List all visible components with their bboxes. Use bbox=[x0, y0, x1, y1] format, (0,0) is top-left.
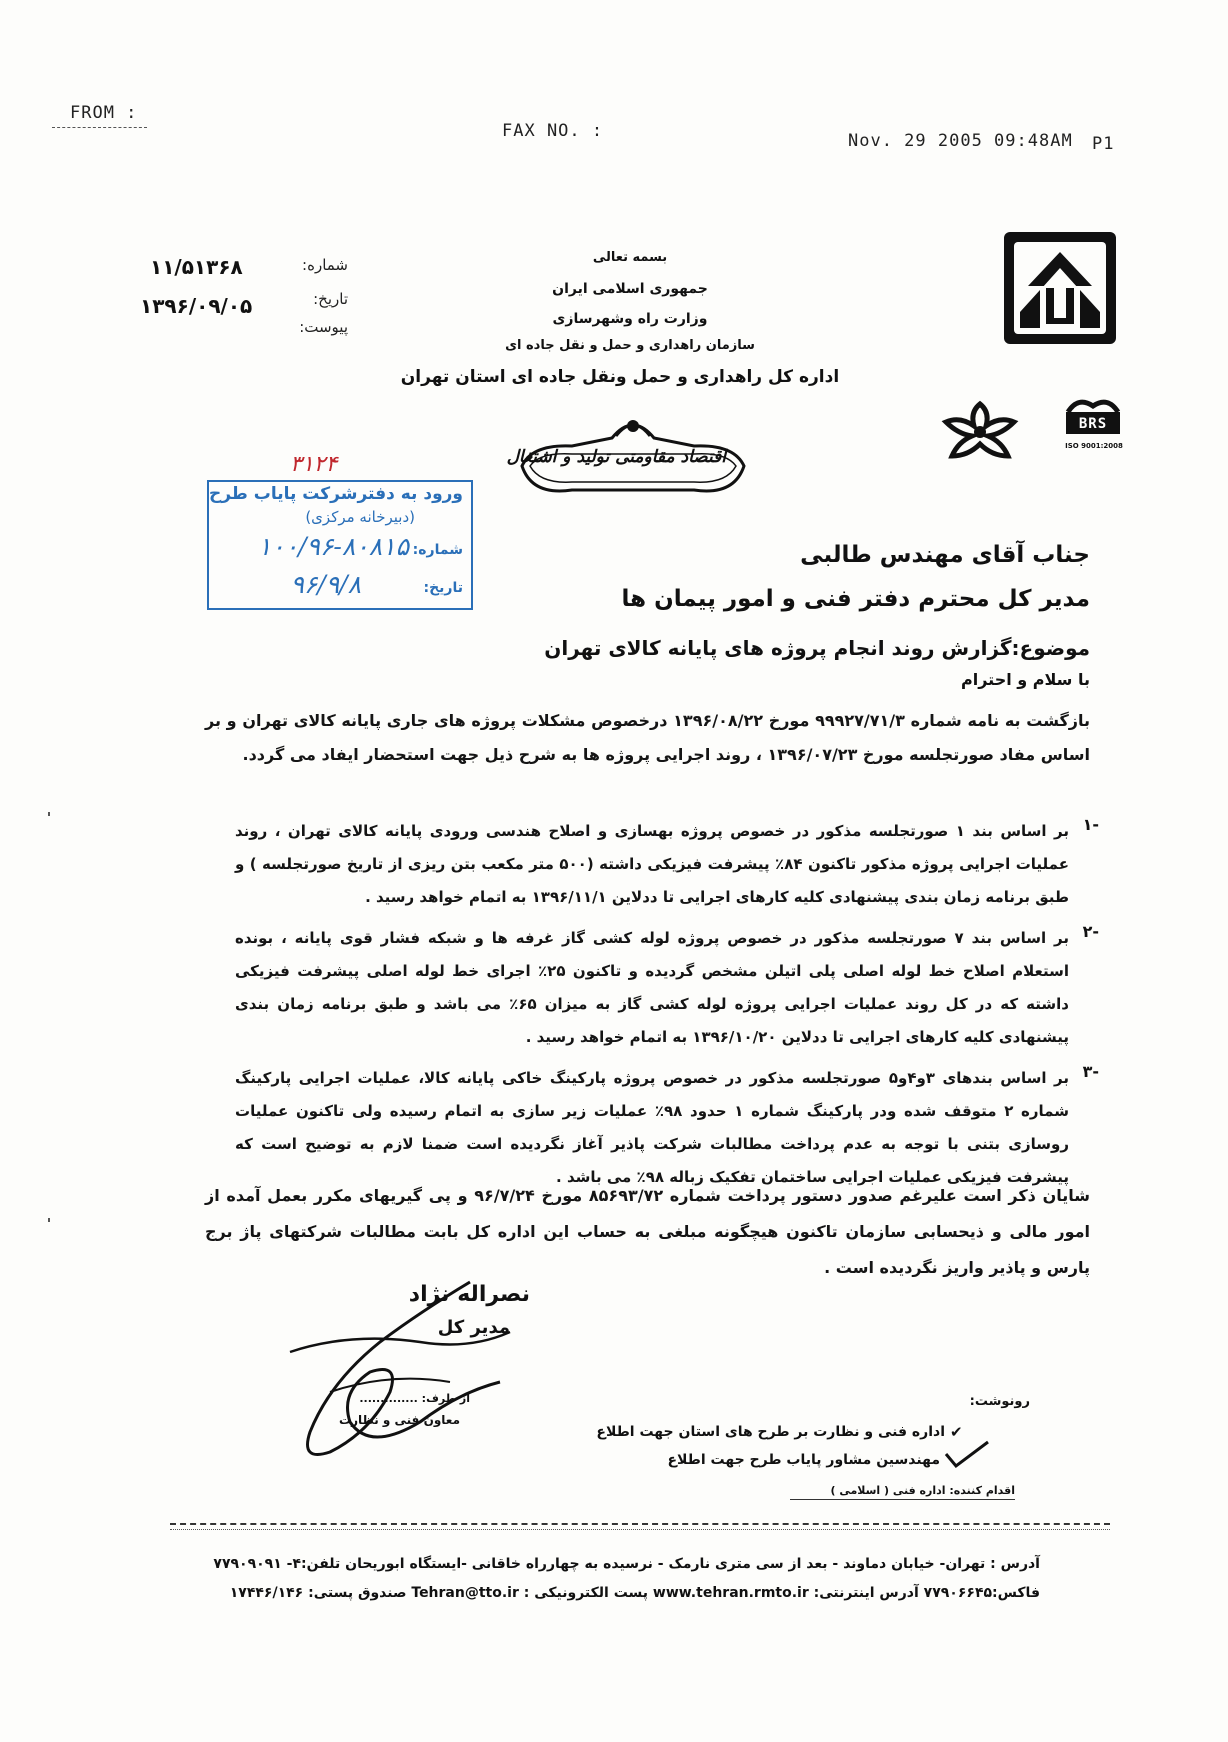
letter-item-3-number: ۳- bbox=[1082, 1062, 1099, 1081]
slogan-text: اقتصاد مقاومتی تولید و اشتغال bbox=[506, 447, 726, 467]
letter-attachment-label: پیوست: bbox=[299, 318, 348, 336]
letter-subject: موضوع:گزارش روند انجام پروژه های پایانه کالای تهران bbox=[544, 636, 1090, 660]
brs-logo-text: BRS bbox=[1078, 416, 1108, 432]
stamp-line2: (دبیرخانه مرکزی) bbox=[305, 508, 415, 526]
received-stamp bbox=[207, 480, 473, 610]
stamp-date-value: ۹۶/۹/۸ bbox=[290, 570, 361, 599]
letter-item-2 bbox=[235, 922, 1097, 1054]
cc-check-2-icon bbox=[936, 1438, 996, 1472]
stamp-handwritten-code: ۳۱۲۴ bbox=[290, 452, 338, 477]
letterhead-ministry: وزارت راه وشهرسازی bbox=[552, 311, 708, 327]
letter-date-value: ۱۳۹۶/۰۹/۰۵ bbox=[140, 294, 253, 318]
letter-greeting: با سلام و احترام bbox=[961, 670, 1090, 689]
cc-label: رونوشت: bbox=[969, 1394, 1030, 1409]
signature-on-behalf: از طرف: .............. bbox=[359, 1392, 470, 1405]
signature-title: مدیر کل bbox=[437, 1317, 510, 1338]
letter-item-3-text: بر اساس بندهای ۳و۴و۵ صورتجلسه مذکور در خصوص پروژه پارکینگ خاکی پایانه کالا، عملیات اجرایی پارکینگ شماره ۲ متوقف شده ودر پارکینگ شماره ۱ حدود ۹۸٪ عملیات زیر سازی به اتمام رسیده ولی تاکنون عملیات روسازی بتنی با توجه به عدم پرداخت مطالبات شرکت پاذیر آغاز نگردیده است ضمنا لازم به توضیح است که پیشرفت فیزیکی عملیات اجرایی ساختمان تفکیک زباله ۹۸٪ می باشد . bbox=[235, 1069, 1069, 1186]
stamp-number-value: ۱۰۰/۹۶-۸۰۸۱۵ bbox=[257, 532, 409, 561]
recipient-name: جناب آقای مهندس طالبی bbox=[800, 542, 1090, 568]
letter-item-1-number: ۱- bbox=[1082, 815, 1099, 834]
letter-item-3 bbox=[235, 1062, 1097, 1194]
iso-caption: ISO 9001:2008 bbox=[1065, 442, 1123, 450]
letter-item-2-text: بر اساس بند ۷ صورتجلسه مذکور در خصوص پروژه لوله کشی گاز غرفه ها و شبکه فشار قوی پایانه ، بونده استعلام اصلاح خط لوله اصلی پلی اتیلن مشخص گردیده و تاکنون ۲۵٪ اجرای خط لوله اصلی پیشرفت فیزیکی داشته که در کل روند عملیات اجرایی پروژه لوله کشی گاز به میزان ۶۵٪ می باشد و طبق برنامه زمان بندی پیشنهادی کلیه کارهای اجرایی تا ددلاین ۱۳۹۶/۱۰/۲۰ به اتمام خواهد رسید . bbox=[235, 929, 1069, 1046]
stamp-date-label: تاریخ: bbox=[423, 580, 463, 596]
scan-speck bbox=[48, 1218, 50, 1222]
signature-name: نصراله نژاد bbox=[408, 1282, 530, 1307]
recipient-title: مدیر کل محترم دفتر فنی و امور پیمان ها bbox=[621, 586, 1090, 612]
scan-speck bbox=[48, 812, 50, 816]
emblem-icon bbox=[938, 396, 1022, 464]
letter-closing: شایان ذکر است علیرغم صدور دستور پرداخت شماره ۸۵۶۹۳/۷۲ مورخ ۹۶/۷/۲۴ و پی گیریهای مکرر بعمل آمده از امور مالی و ذیحسابی سازمان تاکنون هیچگونه مبلغی به حساب این اداره کل بابت مطالبات شرکتهای پاژ برج پارس و پاذیر واریز نگردیده است . bbox=[205, 1186, 1090, 1277]
fax-from: FROM : bbox=[70, 103, 138, 123]
letterhead-organization: سازمان راهداری و حمل و نقل جاده ای bbox=[505, 338, 755, 353]
fax-from-underline bbox=[52, 127, 147, 129]
letter-date-label: تاریخ: bbox=[313, 290, 348, 308]
stamp-number-label: شماره: bbox=[412, 542, 463, 558]
fax-page: P1 bbox=[1092, 134, 1115, 154]
road-organization-logo bbox=[1000, 228, 1120, 348]
letterhead-republic: جمهوری اسلامی ایران bbox=[552, 281, 708, 297]
footer-divider-top bbox=[170, 1523, 1110, 1527]
stamp-line1: ورود به دفترشرکت پایاب طرح bbox=[208, 484, 463, 504]
footer-divider-bottom bbox=[170, 1529, 1110, 1531]
letter-item-1-text: بر اساس بند ۱ صورتجلسه مذکور در خصوص پروژه بهسازی و اصلاح هندسی ورودی پایانه کالای تهران ، روند عملیات اجرایی پروژه مذکور تاکنون ۸۴٪ پیشرفت فیزیکی داشته (۵۰۰ متر مکعب بتن ریزی از تاریخ صورتجلسه ) و طبق برنامه زمان بندی پیشنهادی کلیه کارهای اجرایی تا ددلاین ۱۳۹۶/۱۱/۱ به اتمام خواهد رسید . bbox=[235, 822, 1070, 906]
cc-arrow-1-icon: ✔ bbox=[950, 1423, 963, 1441]
footer-address: آدرس : تهران- خیابان دماوند - بعد از سی متری نارمک - نرسیده به چهارراه خاقانی -ایستگاه ابوریحان تلفن:۴- ۷۷۹۰۹۰۹۱ bbox=[213, 1556, 1040, 1572]
cc-item-1: اداره فنی و نظارت بر طرح های استان جهت اطلاع bbox=[596, 1424, 945, 1440]
signature-deputy: معاون فنی و نظارت bbox=[339, 1413, 460, 1427]
letter-number-value: ۱۱/۵۱۳۶۸ bbox=[150, 255, 243, 279]
letter-item-1 bbox=[235, 815, 1097, 914]
footer-contact: فاکس:۷۷۹۰۶۶۴۵ آدرس اینترنتی: www.tehran.rmto.ir پست الکترونیکی : Tehran@tto.ir صندوق پستی: ۱۷۴۴۶/۱۴۶ bbox=[229, 1585, 1040, 1601]
cc-action: اقدام کننده: اداره فنی ( اسلامی ) bbox=[790, 1484, 1015, 1500]
letterhead-basmala: بسمه تعالی bbox=[592, 250, 668, 265]
letter-number-label: شماره: bbox=[302, 256, 348, 274]
letter-item-2-number: ۲- bbox=[1082, 922, 1099, 941]
letterhead-directorate: اداره کل راهداری و حمل ونقل جاده ای استان تهران bbox=[400, 367, 840, 387]
fax-datetime: Nov. 29 2005 09:48AM bbox=[848, 131, 1073, 151]
letter-intro: بازگشت به نامه شماره ۹۹۹۲۷/۷۱/۳ مورخ ۱۳۹۶/۰۸/۲۲ درخصوص مشکلات پروژه های جاری پایانه کالای تهران و بر اساس مفاد صورتجلسه مورخ ۱۳۹۶/۰۷/۲۳ ، روند اجرایی پروژه ها به شرح ذیل جهت استحضار ایفاد می گردد. bbox=[205, 711, 1090, 764]
cc-item-2: مهندسین مشاور پایاب طرح جهت اطلاع bbox=[667, 1452, 940, 1468]
fax-number: FAX NO. : bbox=[502, 121, 604, 141]
